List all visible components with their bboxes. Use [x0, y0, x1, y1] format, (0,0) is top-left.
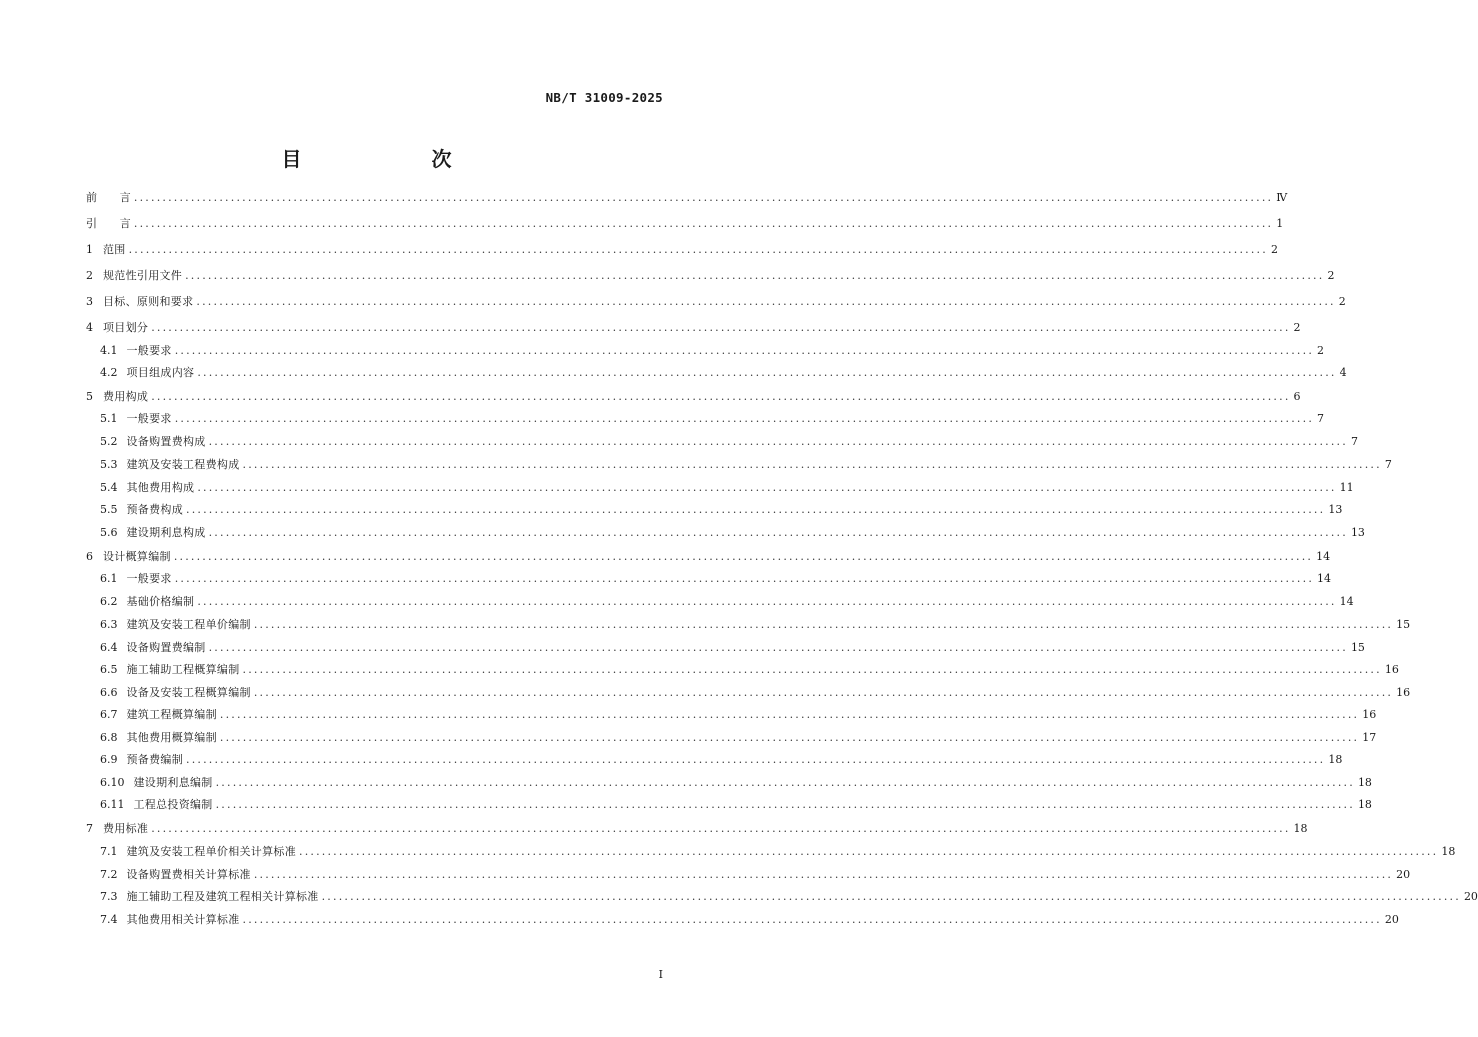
toc-entry-title: 建设期利息构成	[126, 526, 206, 539]
toc-entry-page: 18	[1441, 845, 1456, 858]
page-title: 目 次	[281, 147, 482, 171]
toc-entry-number: 5.6	[100, 526, 118, 539]
toc-entry-number: 6.4	[100, 641, 118, 654]
toc-entry-title: 施工辅助工程及建筑工程相关计算标准	[126, 890, 319, 903]
toc-entry-page: 7	[1350, 435, 1358, 448]
toc-entry-title: 言	[97, 191, 131, 204]
toc-dot-leader: ........................................................................................................................................................................................................	[219, 708, 1360, 721]
toc-dot-leader: ........................................................................................................................................................................................................	[215, 798, 1355, 811]
toc-entry-page: 2	[1317, 344, 1325, 357]
toc-dot-leader: ........................................................................................................................................................................................................	[151, 321, 1291, 334]
toc-entry-number: 5.3	[100, 458, 118, 471]
toc-entry-title: 施工辅助工程概算编制	[126, 663, 240, 676]
toc-entry-title: 设备购置费相关计算标准	[126, 868, 251, 881]
toc-entry-number: 6.7	[100, 708, 118, 721]
toc-entry-page: 18	[1293, 822, 1308, 835]
toc-entry-number: 6.5	[100, 663, 118, 676]
toc-entry[interactable]	[100, 660, 1399, 680]
toc-entry[interactable]	[100, 910, 1399, 930]
toc-entry[interactable]	[86, 214, 1284, 234]
toc-entry[interactable]	[100, 865, 1411, 885]
toc-dot-leader: ........................................................................................................................................................................................................	[299, 845, 1439, 858]
toc-entry[interactable]	[100, 569, 1332, 589]
toc-dot-leader: ........................................................................................................................................................................................................	[174, 344, 1315, 357]
toc-entry-number: 7.1	[100, 845, 118, 858]
toc-entry[interactable]	[86, 387, 1301, 407]
toc-entry-number: 7.4	[100, 913, 118, 926]
toc-entry-title: 设备及安装工程概算编制	[126, 686, 251, 699]
toc-entry[interactable]	[100, 523, 1365, 543]
toc-entry-page: 18	[1357, 798, 1372, 811]
toc-entry[interactable]	[100, 363, 1347, 383]
toc-entry[interactable]	[100, 750, 1343, 770]
toc-entry[interactable]	[100, 409, 1325, 429]
toc-dot-leader: ........................................................................................................................................................................................................	[208, 526, 1348, 539]
toc-entry-number: 7.3	[100, 890, 118, 903]
toc-entry-page: 13	[1350, 526, 1365, 539]
toc-entry-title: 预备费编制	[126, 753, 183, 766]
toc-entry-title: 建筑工程概算编制	[126, 708, 217, 721]
toc-entry[interactable]	[86, 188, 1288, 208]
toc-entry-page: 20	[1396, 868, 1411, 881]
toc-entry[interactable]	[100, 683, 1411, 703]
toc-dot-leader: ........................................................................................................................................................................................................	[253, 686, 1394, 699]
toc-dot-leader: ........................................................................................................................................................................................................	[128, 243, 1268, 256]
toc-dot-leader: ........................................................................................................................................................................................................	[173, 550, 1314, 563]
toc-entry[interactable]	[86, 318, 1301, 338]
toc-entry-title: 一般要求	[126, 412, 172, 425]
toc-dot-leader: ........................................................................................................................................................................................................	[133, 191, 1274, 204]
toc-dot-leader: ........................................................................................................................................................................................................	[219, 731, 1360, 744]
toc-entry-page: 17	[1362, 731, 1377, 744]
toc-dot-leader: ........................................................................................................................................................................................................	[242, 458, 1382, 471]
toc-entry-title: 设计概算编制	[103, 550, 171, 563]
toc-dot-leader: ........................................................................................................................................................................................................	[151, 390, 1291, 403]
toc-entry[interactable]	[100, 500, 1343, 520]
toc-dot-leader: ........................................................................................................................................................................................................	[185, 269, 1325, 282]
toc-entry-number: 4.2	[100, 366, 118, 379]
toc-entry-page: 13	[1328, 503, 1343, 516]
toc-entry-page: 16	[1362, 708, 1377, 721]
standard-code: NB/T 31009-2025	[545, 90, 663, 105]
toc-entry[interactable]	[100, 615, 1411, 635]
toc-entry[interactable]	[86, 547, 1331, 567]
toc-entry-title: 其他费用概算编制	[126, 731, 217, 744]
toc-entry-page: 2	[1293, 321, 1301, 334]
toc-entry-number: 4.1	[100, 344, 118, 357]
toc-entry-number: 5.5	[100, 503, 118, 516]
toc-dot-leader: ........................................................................................................................................................................................................	[186, 503, 1326, 516]
toc-entry[interactable]	[100, 478, 1354, 498]
toc-entry[interactable]	[86, 266, 1335, 286]
toc-entry-number: 前	[86, 191, 97, 204]
toc-entry-title: 建筑及安装工程单价编制	[126, 618, 251, 631]
toc-entry[interactable]	[100, 728, 1377, 748]
toc-entry-title: 预备费构成	[126, 503, 183, 516]
toc-entry-page: 20	[1463, 890, 1478, 903]
toc-entry-title: 工程总投资编制	[133, 798, 213, 811]
toc-dot-leader: ........................................................................................................................................................................................................	[242, 913, 1382, 926]
toc-entry-number: 7	[86, 822, 93, 835]
toc-entry-page: 4	[1339, 366, 1347, 379]
toc-entry-title: 项目组成内容	[126, 366, 195, 379]
toc-entry-page: 2	[1270, 243, 1278, 256]
toc-entry-title: 建筑及安装工程费构成	[126, 458, 240, 471]
toc-entry-number: 引	[86, 217, 97, 230]
toc-entry-page: 2	[1338, 295, 1346, 308]
toc-dot-leader: ........................................................................................................................................................................................................	[174, 412, 1315, 425]
toc-entry-page: 15	[1350, 641, 1365, 654]
toc-entry-number: 5.2	[100, 435, 118, 448]
toc-entry[interactable]	[86, 819, 1308, 839]
toc-entry-number: 7.2	[100, 868, 118, 881]
toc-dot-leader: ........................................................................................................................................................................................................	[215, 776, 1355, 789]
toc-entry-title: 建设期利息编制	[133, 776, 213, 789]
toc-entry-number: 3	[86, 295, 93, 308]
toc-entry-number: 6.2	[100, 595, 118, 608]
toc-entry[interactable]	[100, 842, 1456, 862]
toc-entry-page: 14	[1339, 595, 1354, 608]
toc-entry-title: 其他费用构成	[126, 481, 195, 494]
toc-entry[interactable]	[100, 638, 1365, 658]
toc-dot-leader: ........................................................................................................................................................................................................	[197, 481, 1337, 494]
toc-entry-title: 目标、原则和要求	[103, 295, 194, 308]
toc-entry[interactable]	[100, 432, 1358, 452]
toc-entry-number: 2	[86, 269, 93, 282]
toc-entry-title: 项目划分	[103, 321, 149, 334]
toc-dot-leader: ........................................................................................................................................................................................................	[321, 890, 1461, 903]
toc-entry-page: 14	[1317, 572, 1332, 585]
toc-entry-page: 7	[1317, 412, 1325, 425]
toc-entry[interactable]	[100, 773, 1372, 793]
toc-entry-title: 费用构成	[103, 390, 149, 403]
toc-entry-title: 建筑及安装工程单价相关计算标准	[126, 845, 296, 858]
toc-dot-leader: ........................................................................................................................................................................................................	[197, 366, 1337, 379]
toc-entry-page: 18	[1357, 776, 1372, 789]
toc-entry[interactable]	[86, 292, 1346, 312]
toc-entry-number: 5.1	[100, 412, 118, 425]
page-number: I	[658, 968, 663, 981]
toc-entry-page: Ⅳ	[1276, 191, 1288, 204]
toc-entry-number: 1	[86, 243, 93, 256]
toc-entry[interactable]	[86, 240, 1278, 260]
toc-dot-leader: ........................................................................................................................................................................................................	[133, 217, 1274, 230]
toc-entry[interactable]	[100, 887, 1478, 907]
toc-entry-title: 费用标准	[103, 822, 149, 835]
toc-entry-number: 6.9	[100, 753, 118, 766]
toc-entry-title: 基础价格编制	[126, 595, 195, 608]
toc-entry-title: 规范性引用文件	[103, 269, 183, 282]
toc-dot-leader: ........................................................................................................................................................................................................	[186, 753, 1326, 766]
toc-entry[interactable]	[100, 341, 1325, 361]
toc-entry-page: 6	[1293, 390, 1301, 403]
toc-entry-page: 2	[1327, 269, 1335, 282]
toc-entry-number: 6.3	[100, 618, 118, 631]
toc-entry-title: 设备购置费编制	[126, 641, 206, 654]
toc-dot-leader: ........................................................................................................................................................................................................	[196, 295, 1336, 308]
toc-entry-page: 16	[1384, 663, 1399, 676]
toc-entry-number: 6	[86, 550, 93, 563]
toc-entry-number: 4	[86, 321, 93, 334]
toc-entry-page: 7	[1384, 458, 1392, 471]
toc-entry-page: 14	[1316, 550, 1331, 563]
toc-entry-title: 范围	[103, 243, 126, 256]
toc-entry-number: 5.4	[100, 481, 118, 494]
toc-entry-page: 11	[1339, 481, 1354, 494]
toc-dot-leader: ........................................................................................................................................................................................................	[208, 435, 1348, 448]
toc-entry-page: 15	[1396, 618, 1411, 631]
toc-entry-number: 5	[86, 390, 93, 403]
toc-entry-title: 一般要求	[126, 344, 172, 357]
toc-entry-number: 6.6	[100, 686, 118, 699]
toc-dot-leader: ........................................................................................................................................................................................................	[208, 641, 1348, 654]
toc-entry[interactable]	[100, 795, 1372, 815]
toc-entry-title: 言	[97, 217, 131, 230]
toc-entry[interactable]	[100, 455, 1392, 475]
toc-dot-leader: ........................................................................................................................................................................................................	[197, 595, 1337, 608]
toc-entry-number: 6.11	[100, 798, 125, 811]
toc-entry-page: 20	[1384, 913, 1399, 926]
toc-entry[interactable]	[100, 592, 1354, 612]
toc-entry[interactable]	[100, 705, 1377, 725]
toc-dot-leader: ........................................................................................................................................................................................................	[253, 868, 1394, 881]
toc-entry-number: 6.10	[100, 776, 125, 789]
toc-entry-number: 6.8	[100, 731, 118, 744]
toc-dot-leader: ........................................................................................................................................................................................................	[242, 663, 1382, 676]
toc-entry-title: 其他费用相关计算标准	[126, 913, 240, 926]
toc-entry-page: 16	[1396, 686, 1411, 699]
toc-entry-page: 1	[1276, 217, 1284, 230]
toc-dot-leader: ........................................................................................................................................................................................................	[151, 822, 1291, 835]
toc-entry-page: 18	[1328, 753, 1343, 766]
toc-entry-title: 一般要求	[126, 572, 172, 585]
toc-entry-number: 6.1	[100, 572, 118, 585]
toc-entry-title: 设备购置费构成	[126, 435, 206, 448]
toc-dot-leader: ........................................................................................................................................................................................................	[174, 572, 1315, 585]
toc-dot-leader: ........................................................................................................................................................................................................	[253, 618, 1394, 631]
